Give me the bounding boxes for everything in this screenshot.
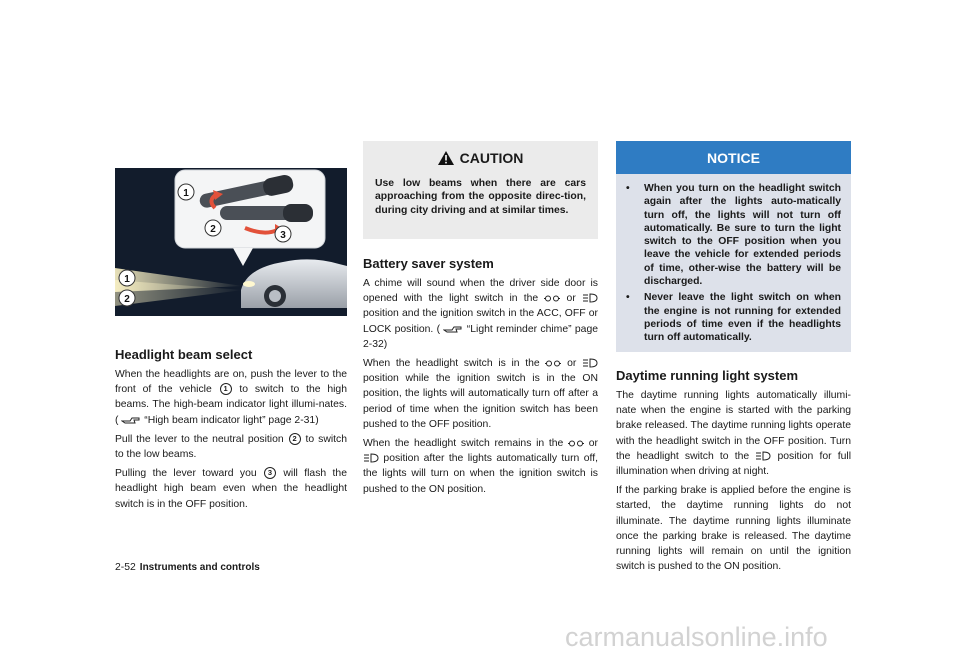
notice-list	[616, 174, 851, 345]
text: position while the ignition switch is in the ON position, the lights will automatically turn off after a period of time when the ignition switch has been pushed to the OFF position.	[363, 373, 598, 430]
callout-beam-1-label: 1	[124, 274, 130, 285]
cross-reference-link[interactable]: “High beam indicator light” page 2-31)	[144, 414, 319, 426]
text: When the headlights are on, push the lever to the front of the vehicle	[115, 369, 347, 396]
headlight-lever-illustration	[115, 168, 347, 316]
callout-1-label: 1	[183, 188, 189, 199]
text: position for full illumination when driving at night.	[616, 450, 852, 478]
section-heading: Battery saver system	[363, 256, 494, 271]
lever-diagram-icon	[115, 168, 347, 316]
headlight-icon	[582, 358, 598, 368]
headlight-icon	[582, 293, 598, 303]
notice-box	[616, 141, 851, 352]
caution-title-text: CAUTION	[459, 150, 524, 166]
notice-title: NOTICE	[616, 141, 851, 174]
paragraph	[115, 466, 347, 512]
text: When the headlight switch is in the	[363, 358, 540, 370]
caution-text: Use low beams when there are cars approaching from the opposite direc-tion, during city driving and at similar times.	[375, 178, 586, 216]
section-heading: Daytime running light system	[616, 368, 799, 383]
caution-box	[363, 141, 598, 239]
paragraph: If the parking brake is applied before the engine is started, the daytime running lights do not illuminate. The daytime running lights illuminate once the parking brake is released. The daytime running lights will remain on until the ignition switch is pushed to the ON position.	[616, 485, 851, 573]
paragraph	[115, 432, 347, 462]
text: A chime will sound when the driver side door is opened with the light switch in the	[363, 278, 598, 305]
notice-item	[626, 291, 841, 344]
bullet-icon: •	[626, 292, 630, 304]
reference-hand-icon	[121, 415, 141, 425]
text: The daytime running lights automatically illumi-nate when the engine is started with the parking brake released. The daytime running lights operate with the headlight switch in the OFF position. Turn the headlight switch to the	[616, 390, 851, 462]
text: will flash the headlight high beam even when the headlight switch is in the OFF position.	[115, 468, 347, 510]
warning-triangle-icon	[438, 151, 454, 165]
text: position after the lights automatically turn off, the lights will turn on when the ignition switch is pushed to the ON position.	[363, 453, 598, 495]
text: or	[566, 293, 576, 305]
paragraph	[115, 367, 347, 428]
number-2-icon: 2	[289, 433, 301, 445]
number-3-icon: 3	[264, 467, 276, 479]
parking-light-icon	[545, 359, 561, 368]
paragraph	[363, 356, 598, 432]
notice-item-text: When you turn on the headlight switch again after the lights auto-matically turn off, the lights will not turn off automatically. Be sure to turn the light switch to the OFF position when you leave the vehicle for extended periods of time, other-wise the battery will be discharged.	[644, 183, 841, 288]
section-heading: Headlight beam select	[115, 347, 253, 362]
paragraph	[363, 276, 598, 352]
page-footer	[115, 562, 260, 573]
headlight-icon	[755, 451, 771, 461]
text: Pulling the lever toward you	[115, 468, 257, 480]
paragraph	[363, 436, 598, 497]
watermark: carmanualsonline.info	[565, 622, 828, 652]
battery-saver-section	[363, 256, 598, 501]
paragraph	[616, 388, 851, 479]
text: to switch to the high beams. The high-beam indicator light illumi-nates. (	[115, 384, 347, 426]
callout-2-label: 2	[210, 224, 216, 235]
text: position and the ignition switch in the ACC, OFF or LOCK position. (	[363, 308, 598, 335]
number-1-icon: 1	[220, 383, 232, 395]
daytime-running-light-section	[616, 368, 851, 578]
parking-light-icon	[568, 439, 584, 448]
bullet-icon: •	[626, 183, 630, 194]
caution-title	[363, 141, 598, 175]
text: or	[588, 438, 598, 450]
text: or	[567, 358, 577, 370]
text: Pull the lever to the neutral position	[115, 433, 284, 445]
page-number: 2-52	[115, 562, 136, 573]
headlight-beam-section	[115, 347, 347, 516]
notice-item	[626, 182, 841, 288]
parking-light-icon	[544, 294, 560, 303]
text: to switch to the low beams.	[115, 433, 348, 461]
section-name: Instruments and controls	[139, 562, 260, 573]
reference-hand-icon	[443, 324, 463, 334]
callout-beam-2-label: 2	[124, 294, 130, 305]
cross-reference-link[interactable]: “Light reminder chime” page 2-32)	[363, 323, 599, 350]
notice-item-text: Never leave the light switch on when the engine is not running for extended periods of time even if the headlights turn off automatically.	[644, 292, 841, 344]
text: When the headlight switch remains in the	[363, 438, 564, 450]
headlight-icon	[363, 453, 379, 463]
callout-3-label: 3	[280, 230, 286, 241]
